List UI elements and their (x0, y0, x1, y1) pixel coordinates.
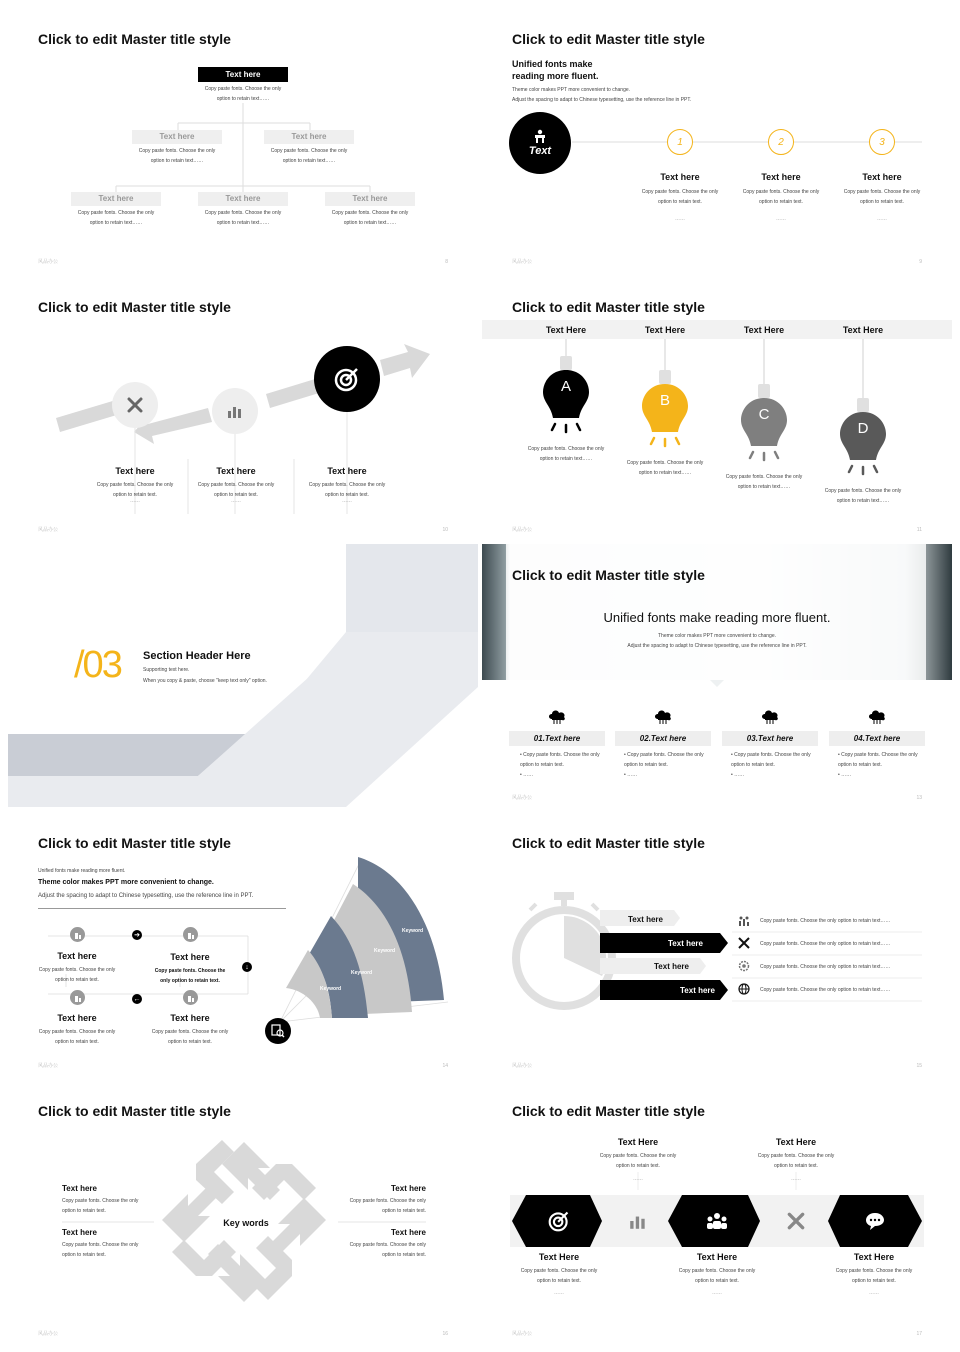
section-header: Section Header Here (143, 650, 251, 662)
slide-title: Click to edit Master title style (512, 31, 705, 47)
search-document-circle (265, 1018, 291, 1044)
cycle-label-3: Text here (391, 1184, 426, 1193)
step-number-3: 3 (869, 129, 895, 155)
org-top-box: Text here (198, 67, 288, 82)
step-label-1: Text here (660, 172, 700, 182)
fan-item-desc-1: Copy paste fonts. Choose the only option to retain text. (38, 967, 116, 983)
fan-item-desc-2: Copy paste fonts. Choose the only option to retain text. (154, 968, 226, 984)
ribbon-label-4: Text here (680, 986, 715, 995)
keyword-2: Keyword (374, 948, 396, 954)
cloud-icon (761, 709, 779, 725)
target-icon (334, 366, 360, 392)
building-icon (70, 990, 85, 1005)
slide-keywords-fan[interactable] (8, 812, 478, 1075)
hex-bottom-desc-1: Copy paste fonts. Choose the only option to retain text. (520, 1268, 598, 1284)
stopwatch-row-3: Copy paste fonts. Choose the only option to retain text…… (760, 964, 891, 970)
stopwatch-row-4: Copy paste fonts. Choose the only option to retain text…… (760, 987, 891, 993)
step-desc-1: Copy paste fonts. Choose the only option to retain text. (641, 189, 719, 205)
section-note: When you copy & paste, choose "keep text only" option. (143, 678, 267, 684)
tools-circle (112, 382, 158, 428)
fan-item-label-3: Text here (57, 1013, 97, 1023)
steps-line-2: Adjust the spacing to adapt to Chinese typesetting, use the reference line in PPT. (512, 97, 692, 103)
text-circle (509, 112, 571, 174)
slide-title: Click to edit Master title style (512, 299, 705, 315)
slide-title: Click to edit Master title style (512, 567, 705, 583)
section-supporting: Supporting text here. (143, 667, 190, 673)
page-number: 11 (916, 527, 922, 533)
step-dots-3: …… (877, 216, 887, 222)
hex-bottom-dots-3: …… (869, 1290, 879, 1296)
zigzag-label-1: Text here (115, 466, 155, 476)
footer-text: 风品办公 (38, 1331, 59, 1337)
ribbon-label-3: Text here (654, 962, 689, 971)
card-desc-1: • Copy paste fonts. Choose the only option to retain text. • …… (520, 752, 600, 778)
bar-chart-icon (628, 1211, 648, 1231)
org-bottom-desc-2: Copy paste fonts. Choose the only option to retain text…… (204, 210, 282, 226)
bulb-letter-a: A (560, 378, 571, 395)
row-dividers (732, 812, 932, 1075)
fan-item-label-1: Text here (57, 951, 97, 961)
step-desc-2: Copy paste fonts. Choose the only option to retain text. (742, 189, 820, 205)
fan-item-label-4: Text here (170, 1013, 210, 1023)
target-circle (314, 346, 380, 412)
slide-stopwatch[interactable] (482, 812, 952, 1075)
bulb-desc-c: Copy paste fonts. Choose the only option to retain text…… (725, 474, 803, 490)
zigzag-desc-1: Copy paste fonts. Choose the only option to retain text. (96, 482, 174, 498)
hex-top-dots-1: …… (633, 1176, 643, 1182)
chat-bubble-icon (864, 1211, 886, 1231)
cycle-desc-2: Copy paste fonts. Choose the only option to retain text. (62, 1242, 139, 1258)
hero-pointer (710, 680, 724, 688)
building-icon (183, 990, 198, 1005)
page-number: 14 (442, 1063, 448, 1069)
step-dots-2: …… (776, 216, 786, 222)
stopwatch-row-2: Copy paste fonts. Choose the only option to retain text…… (760, 941, 891, 947)
slide-org-chart[interactable] (8, 8, 478, 271)
step-number-2: 2 (768, 129, 794, 155)
ribbon-label-1: Text here (628, 915, 663, 924)
card-label-1: 01.Text here (509, 731, 605, 746)
hex-bottom-desc-2: Copy paste fonts. Choose the only option to retain text. (678, 1268, 756, 1284)
stopwatch-row-1: Copy paste fonts. Choose the only option to retain text…… (760, 918, 891, 924)
bulb-letter-b: B (659, 392, 670, 409)
fan-item-label-2: Text here (170, 952, 210, 962)
hex-top-desc-2: Copy paste fonts. Choose the only option to retain text. (757, 1153, 835, 1169)
step-dots-1: …… (675, 216, 685, 222)
hex-bottom-desc-3: Copy paste fonts. Choose the only option to retain text. (835, 1268, 913, 1284)
building-icon (70, 927, 85, 942)
cycle-center-label: Key words (223, 1218, 269, 1228)
org-top-desc: Copy paste fonts. Choose the only option to retain text…… (204, 86, 282, 102)
card-desc-2: • Copy paste fonts. Choose the only option to retain text. • …… (624, 752, 704, 778)
card-label-3: 03.Text here (722, 731, 818, 746)
bulb-header-2: Text Here (644, 325, 686, 335)
hex-bottom-label-3: Text Here (853, 1252, 895, 1262)
search-document-icon (271, 1024, 285, 1038)
slide-title: Click to edit Master title style (38, 31, 231, 47)
slide-title: Click to edit Master title style (38, 1103, 231, 1119)
arrow-down-icon: ↓ (242, 962, 252, 972)
text-circle-label: Text (528, 145, 552, 157)
hex-bottom-label-2: Text Here (696, 1252, 738, 1262)
cloud-icon (868, 709, 886, 725)
zigzag-dots-3: …… (342, 498, 352, 504)
slide-bulbs[interactable] (482, 276, 952, 539)
fan-item-desc-4: Copy paste fonts. Choose the only option to retain text. (151, 1029, 229, 1045)
org-mid-box-2: Text here (264, 130, 354, 144)
hex-top-label-2: Text Here (775, 1137, 817, 1147)
tools-icon (786, 1211, 806, 1231)
footer-text: 风品办公 (512, 1331, 533, 1337)
card-desc-3: • Copy paste fonts. Choose the only option to retain text. • …… (731, 752, 811, 778)
page-number: 16 (442, 1331, 448, 1337)
hex-bottom-label-1: Text Here (538, 1252, 580, 1262)
connector-lines (8, 8, 478, 271)
bar-chart-icon (226, 402, 244, 420)
cycle-label-2: Text here (62, 1228, 97, 1237)
cycle-desc-1: Copy paste fonts. Choose the only option to retain text. (62, 1198, 139, 1214)
slide-steps[interactable] (482, 8, 952, 271)
user-desk-icon (533, 129, 547, 143)
bulb-header-3: Text Here (743, 325, 785, 335)
zigzag-dots-2: …… (231, 498, 241, 504)
slide-title: Click to edit Master title style (512, 1103, 705, 1119)
keyword-4: Keyword (320, 986, 342, 992)
team-icon (705, 1211, 729, 1231)
org-bottom-box-3: Text here (325, 192, 415, 206)
slide-title: Click to edit Master title style (38, 299, 231, 315)
slide-cycle[interactable] (8, 1080, 478, 1343)
card-label-2: 02.Text here (615, 731, 711, 746)
page-number: 13 (916, 795, 922, 801)
bulb-header-4: Text Here (842, 325, 884, 335)
zigzag-label-2: Text here (216, 466, 256, 476)
fan-line-1: Unified fonts make reading more fluent. (38, 868, 126, 874)
org-bottom-box-2: Text here (198, 192, 288, 206)
cloud-icon (654, 709, 672, 725)
steps-subtitle: Unified fonts make reading more fluent. (512, 59, 599, 81)
page-number: 15 (916, 1063, 922, 1069)
footer-text: 风品办公 (38, 259, 59, 265)
zigzag-dots-1: …… (130, 498, 140, 504)
cloud-icon (548, 709, 566, 725)
bulb-desc-a: Copy paste fonts. Choose the only option to retain text…… (527, 446, 605, 462)
slide-title: Click to edit Master title style (38, 835, 231, 851)
bulb-desc-d: Copy paste fonts. Choose the only option to retain text…… (824, 488, 902, 504)
bulb-header-1: Text Here (545, 325, 587, 335)
org-mid-desc-2: Copy paste fonts. Choose the only option to retain text…… (270, 148, 348, 164)
page-number: 10 (442, 527, 448, 533)
slide-section-header[interactable] (8, 544, 478, 807)
arrow-left-icon: ← (133, 995, 141, 1003)
step-number-1: 1 (667, 129, 693, 155)
cycle-label-1: Text here (62, 1184, 97, 1193)
step-label-2: Text here (761, 172, 801, 182)
hex-top-desc-1: Copy paste fonts. Choose the only option to retain text. (599, 1153, 677, 1169)
zigzag-desc-2: Copy paste fonts. Choose the only option to retain text. (197, 482, 275, 498)
card-label-4: 04.Text here (829, 731, 925, 746)
keyword-1: Keyword (402, 928, 424, 934)
cycle-desc-4: Copy paste fonts. Choose the only option to retain text. (349, 1242, 426, 1258)
fan-item-desc-3: Copy paste fonts. Choose the only option to retain text. (38, 1029, 116, 1045)
cycle-label-4: Text here (391, 1228, 426, 1237)
slide-zigzag[interactable] (8, 276, 478, 539)
hex-top-dots-2: …… (791, 1176, 801, 1182)
org-mid-desc-1: Copy paste fonts. Choose the only option to retain text…… (138, 148, 216, 164)
hero-line-2: Adjust the spacing to adapt to Chinese typesetting, use the reference line in PPT. (627, 643, 807, 649)
zigzag-label-3: Text here (327, 466, 367, 476)
tools-icon (126, 396, 144, 414)
hex-bottom-dots-1: …… (554, 1290, 564, 1296)
slide-hex-chain[interactable] (482, 1080, 952, 1343)
slide-cloud-cards[interactable] (482, 544, 952, 807)
org-bottom-desc-3: Copy paste fonts. Choose the only option to retain text…… (331, 210, 409, 226)
fan-line-2: Theme color makes PPT more convenient to change. (38, 879, 214, 886)
footer-text: 风品办公 (38, 1063, 59, 1069)
hex-top-label-1: Text Here (617, 1137, 659, 1147)
cycle-desc-3: Copy paste fonts. Choose the only option to retain text. (349, 1198, 426, 1214)
ribbon-label-2: Text here (668, 939, 703, 948)
arrow-right-icon: ➔ (132, 930, 142, 940)
footer-text: 风品办公 (512, 259, 533, 265)
page-number: 17 (916, 1331, 922, 1337)
footer-text: 风品办公 (38, 527, 59, 533)
footer-text: 风品办公 (512, 527, 533, 533)
section-number: /03 (74, 644, 121, 686)
zigzag-desc-3: Copy paste fonts. Choose the only option to retain text. (308, 482, 386, 498)
footer-text: 风品办公 (512, 1063, 533, 1069)
keyword-3: Keyword (351, 970, 373, 976)
building-icon (183, 927, 198, 942)
page-number: 9 (919, 259, 922, 265)
bulb-letter-c: C (758, 406, 770, 423)
org-mid-box-1: Text here (132, 130, 222, 144)
hero-line-1: Theme color makes PPT more convenient to change. (657, 633, 777, 639)
fan-line-3: Adjust the spacing to adapt to Chinese typesetting, use the reference line in PPT. (38, 893, 254, 899)
chart-circle (212, 388, 258, 434)
bulb-letter-d: D (857, 420, 869, 437)
slide-title: Click to edit Master title style (512, 835, 705, 851)
hero-headline: Unified fonts make reading more fluent. (603, 610, 831, 625)
step-desc-3: Copy paste fonts. Choose the only option to retain text. (843, 189, 921, 205)
org-bottom-box-1: Text here (71, 192, 161, 206)
steps-line-1: Theme color makes PPT more convenient to change. (512, 87, 631, 93)
target-icon (548, 1210, 570, 1232)
footer-text: 风品办公 (512, 795, 533, 801)
org-bottom-desc-1: Copy paste fonts. Choose the only option to retain text…… (77, 210, 155, 226)
page-number: 8 (445, 259, 448, 265)
step-label-3: Text here (862, 172, 902, 182)
hex-bottom-dots-2: …… (712, 1290, 722, 1296)
bulb-desc-b: Copy paste fonts. Choose the only option to retain text…… (626, 460, 704, 476)
card-desc-4: • Copy paste fonts. Choose the only option to retain text. • …… (838, 752, 918, 778)
